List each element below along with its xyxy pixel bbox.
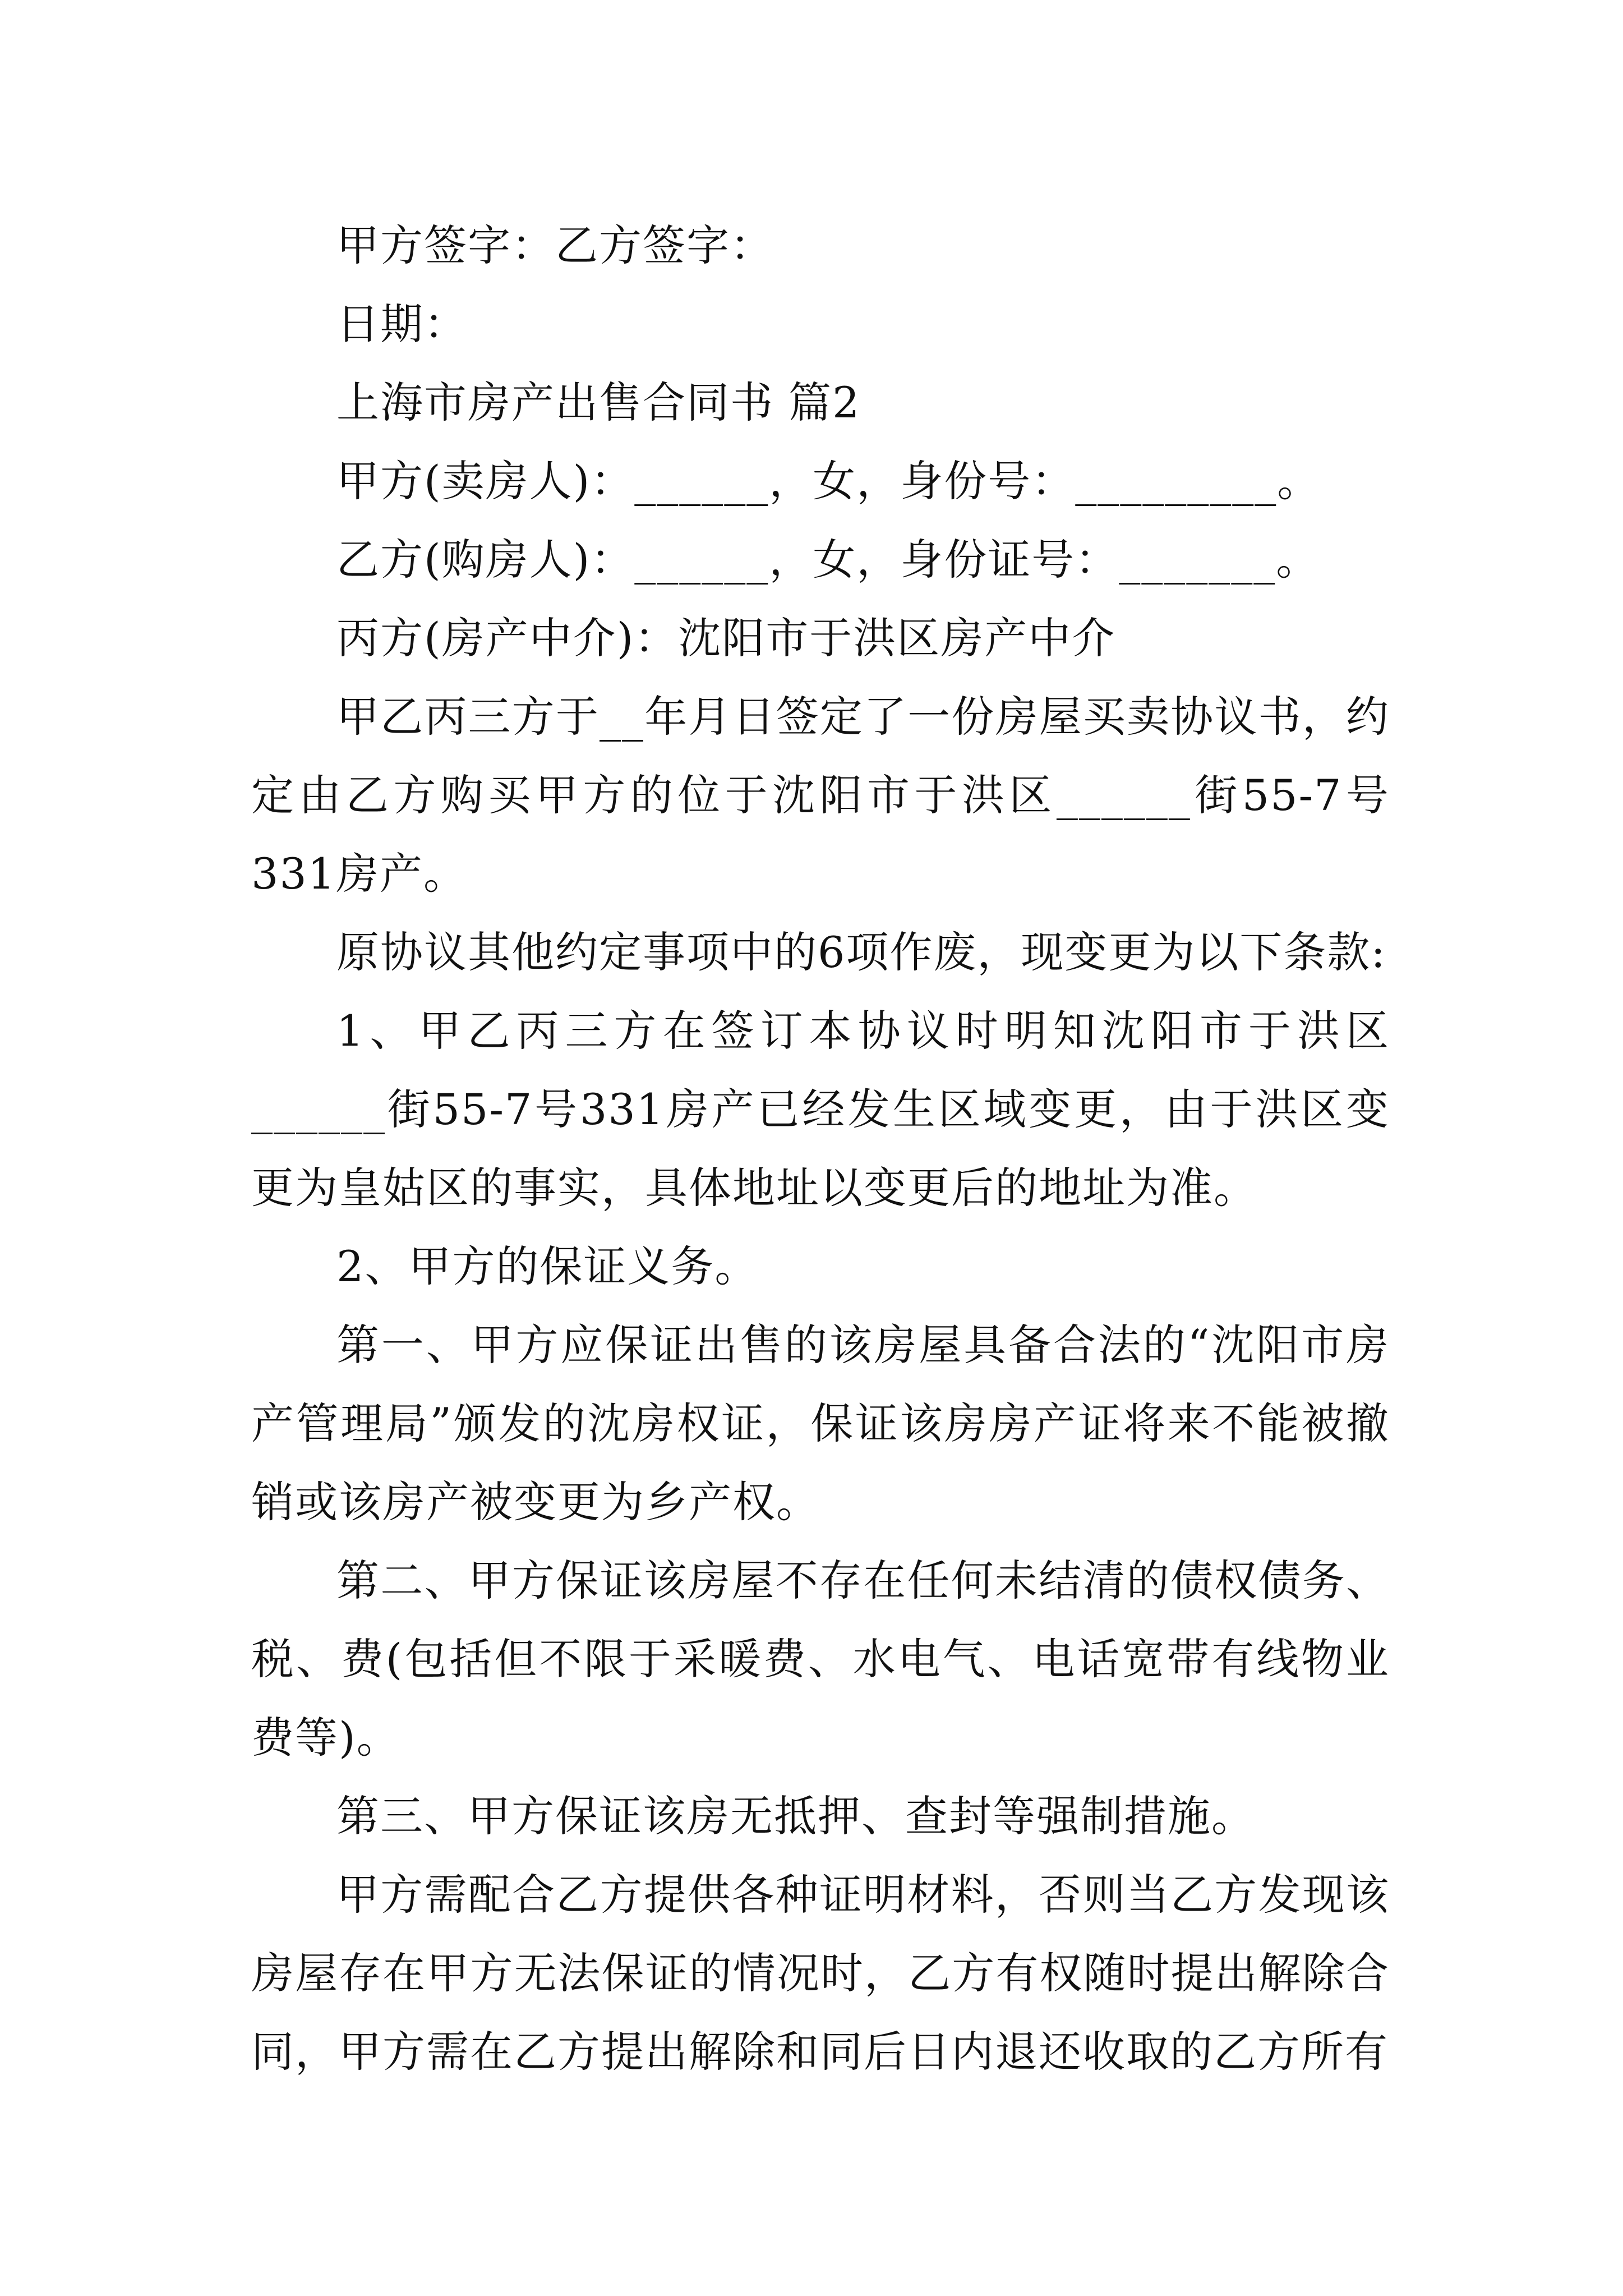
party-a-seller: 甲方(卖房人)：______，女，身份号：_________。 xyxy=(336,456,1321,506)
contract-title: 上海市房产出售合同书 篇2 xyxy=(336,378,861,427)
party-b-buyer: 乙方(购房人)：______，女，身份证号：_______。 xyxy=(336,535,1320,585)
clause-2-heading: 2、甲方的保证义务。 xyxy=(336,1241,759,1291)
date-line: 日期： xyxy=(336,299,468,349)
amendment-intro: 原协议其他约定事项中的6项作废，现变更为以下条款: xyxy=(336,927,1386,977)
party-c-agency: 丙方(房产中介)：沈阳市于洪区房产中介 xyxy=(336,613,1116,663)
agreement-background: 甲乙丙三方于__年月日签定了一份房屋买卖协议书，约定由乙方购买甲方的位于沈阳市于洪区______街55-7号331房产。 xyxy=(251,692,1390,899)
cooperation-clause: 甲方需配合乙方提供各种证明材料，否则当乙方发现该房屋存在甲方无法保证的情况时，乙方有权随时提出解除合同，甲方需在乙方提出解除和同后日内退还收取的乙方所有 xyxy=(251,1870,1390,2077)
signature-line: 甲方签字：乙方签字： xyxy=(336,220,774,270)
clause-1: 1、甲乙丙三方在签订本协议时明知沈阳市于洪区______街55-7号331房产已经发生区域变更，由于洪区变更为皇姑区的事实，具体地址以变更后的地址为准。 xyxy=(251,1006,1390,1213)
document-body xyxy=(251,206,1390,2091)
guarantee-third: 第三、甲方保证该房无抵押、查封等强制措施。 xyxy=(336,1791,1255,1841)
guarantee-first: 第一、甲方应保证出售的该房屋具备合法的“沈阳市房产管理局”颁发的沈房权证，保证该房房产证将来不能被撤销或该房产被变更为乡产权。 xyxy=(251,1320,1390,1527)
guarantee-second: 第二、甲方保证该房屋不存在任何未结清的债权债务、税、费(包括但不限于采暖费、水电气、电话宽带有线物业费等)。 xyxy=(251,1556,1390,1763)
